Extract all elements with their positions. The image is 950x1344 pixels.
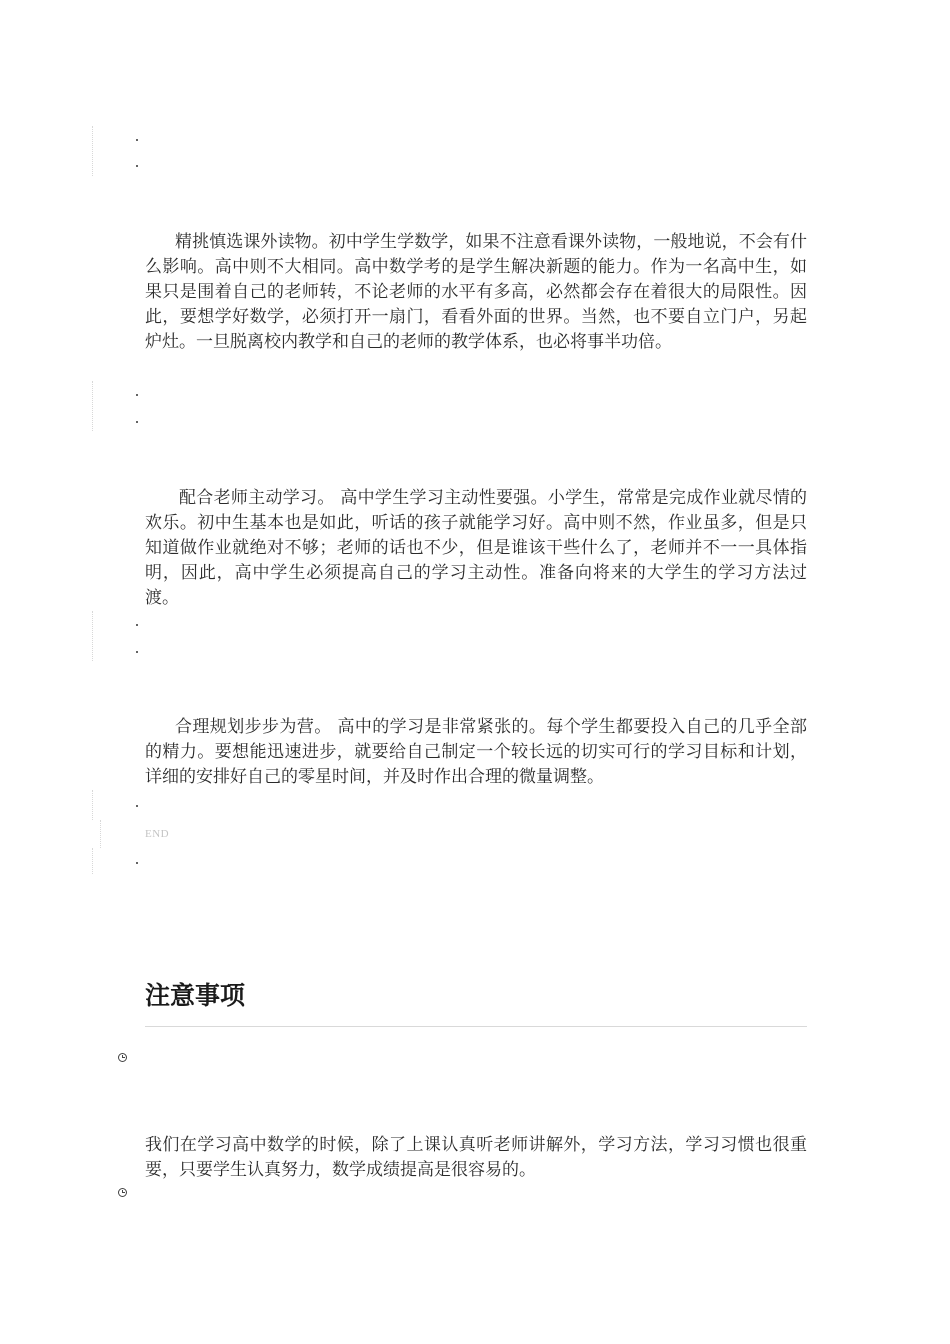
- bullet-dot: [136, 165, 138, 167]
- clock-icon: [118, 1053, 127, 1062]
- heading-divider: [145, 1026, 807, 1027]
- decorative-divider-line: [92, 126, 93, 176]
- paragraph-planning: 合理规划步步为营。 高中的学习是非常紧张的。每个学生都要投入自己的几乎全部的精力。要想能迅速进步，就要给自己制定一个较长远的切实可行的学习目标和计划，详细的安排好自己的零星时间，并及时作出合理的微量调整。: [145, 717, 807, 787]
- bullet-dot: [136, 624, 138, 626]
- decorative-divider-line: [92, 611, 93, 661]
- bullet-dot: [136, 651, 138, 653]
- notes-heading: 注意事项: [145, 981, 246, 1010]
- decorative-divider-line: [92, 848, 93, 874]
- bullet-dot: [136, 139, 138, 141]
- decorative-divider-line: [92, 381, 93, 431]
- bullet-dot: [136, 805, 138, 807]
- bullet-dot: [136, 862, 138, 864]
- notes-paragraph: 我们在学习高中数学的时候，除了上课认真听老师讲解外，学习方法，学习习惯也很重要，只要学生认真努力，数学成绩提高是很容易的。: [145, 1135, 807, 1180]
- clock-icon: [118, 1188, 127, 1197]
- bullet-dot: [136, 394, 138, 396]
- paragraph-active-learning: 配合老师主动学习。 高中学生学习主动性要强。小学生，常常是完成作业就尽情的欢乐。初中生基本也是如此，听话的孩子就能学习好。高中则不然，作业虽多，但是只知道做作业就绝对不够；老师的话也不少，但是谁该干些什么了，老师并不一一具体指明，因此，高中学生必须提高自己的学习主动性。准备向将来的大学生的学习方法过渡。: [145, 488, 807, 608]
- decorative-divider-line: [100, 820, 101, 848]
- decorative-divider-line: [92, 790, 93, 820]
- end-mark: END: [145, 828, 170, 840]
- bullet-dot: [136, 421, 138, 423]
- paragraph-reading: 精挑慎选课外读物。初中学生学数学，如果不注意看课外读物，一般地说，不会有什么影响。高中则不大相同。高中数学考的是学生解决新题的能力。作为一名高中生，如果只是围着自己的老师转，不论老师的水平有多高，必然都会存在着很大的局限性。因此，要想学好数学，必须打开一扇门，看看外面的世界。当然，也不要自立门户，另起炉灶。一旦脱离校内教学和自己的老师的教学体系，也必将事半功倍。: [145, 232, 807, 352]
